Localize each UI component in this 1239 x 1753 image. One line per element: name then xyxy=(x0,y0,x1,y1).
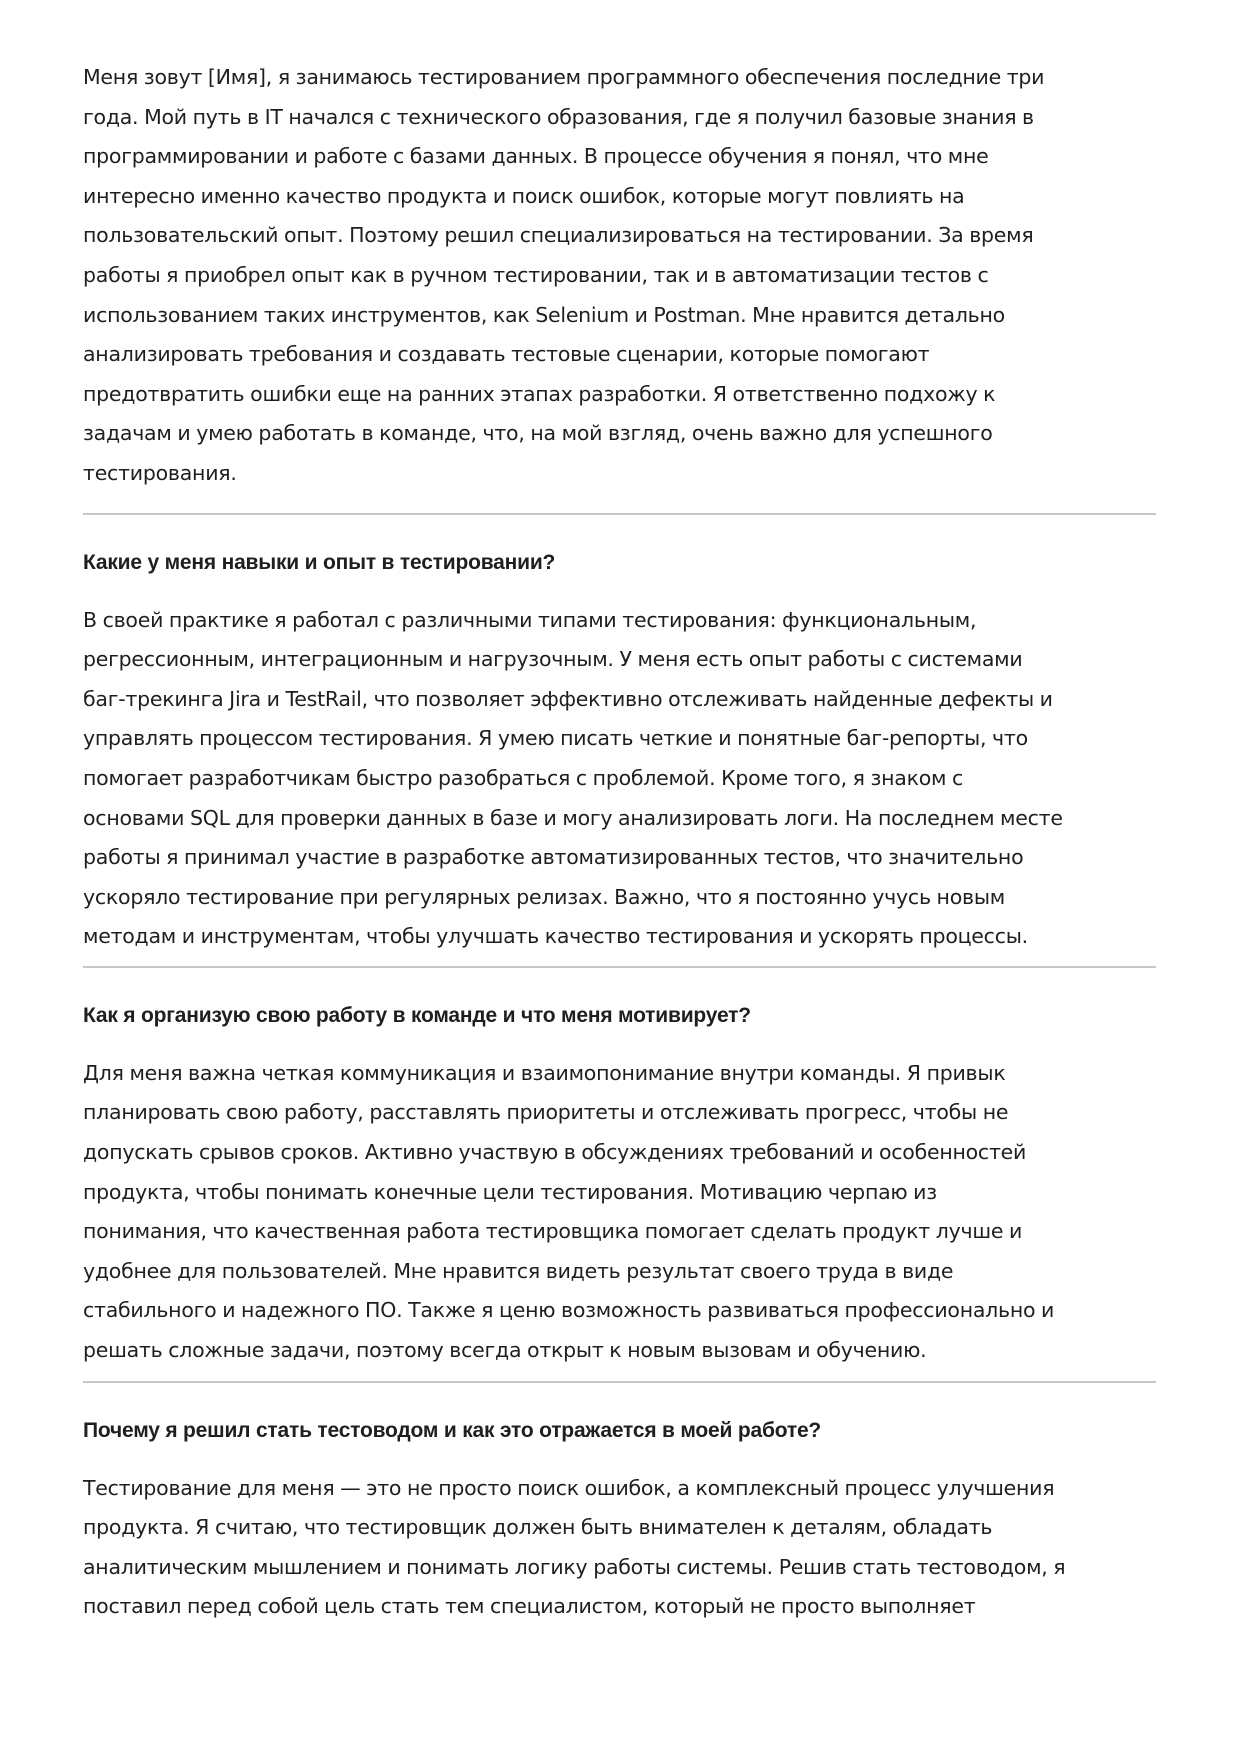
text-line: ускоряло тестирование при регулярных релизах. Важно, что я постоянно учусь новым xyxy=(83,884,1005,909)
text-line: задачам и умею работать в команде, что, на мой взгляд, очень важно для успешного xyxy=(83,421,993,446)
text-line: программировании и работе с базами данных. В процессе обучения я понял, что мне xyxy=(83,144,989,169)
section-paragraph-skills xyxy=(83,601,1163,957)
section-divider xyxy=(83,966,1156,968)
section-heading-teamwork: Как я организую свою работу в команде и что меня мотивирует? xyxy=(83,1003,751,1027)
text-line: стабильного и надежного ПО. Также я ценю возможность развиваться профессионально и xyxy=(83,1298,1055,1323)
text-line: методам и инструментам, чтобы улучшать качество тестирования и ускорять процессы. xyxy=(83,924,1028,949)
text-line: продукта, чтобы понимать конечные цели тестирования. Мотивацию черпаю из xyxy=(83,1179,937,1204)
text-line: пользовательский опыт. Поэтому решил специализироваться на тестировании. За время xyxy=(83,223,1034,248)
section-heading-skills: Какие у меня навыки и опыт в тестировании? xyxy=(83,550,556,574)
text-line: аналитическим мышлением и понимать логику работы системы. Решив стать тестоводом, я xyxy=(83,1554,1066,1579)
intro-paragraph xyxy=(83,58,1163,494)
text-line: управлять процессом тестирования. Я умею писать четкие и понятные баг-репорты, что xyxy=(83,726,1028,751)
text-line: В своей практике я работал с различными типами тестирования: функциональным, xyxy=(83,607,977,632)
section-paragraph-motivation xyxy=(83,1469,1163,1627)
text-line: поставил перед собой цель стать тем специалистом, который не просто выполняет xyxy=(83,1594,976,1619)
text-line: планировать свою работу, расставлять приоритеты и отслеживать прогресс, чтобы не xyxy=(83,1100,1009,1125)
text-line: работы я приобрел опыт как в ручном тестировании, так и в автоматизации тестов с xyxy=(83,262,989,287)
text-line: использованием таких инструментов, как Selenium и Postman. Мне нравится детально xyxy=(83,302,1005,327)
text-line: допускать срывов сроков. Активно участвую в обсуждениях требований и особенностей xyxy=(83,1140,1027,1165)
text-line: решать сложные задачи, поэтому всегда открыт к новым вызовам и обучению. xyxy=(83,1338,927,1363)
text-line: Для меня важна четкая коммуникация и взаимопонимание внутри команды. Я привык xyxy=(83,1060,1006,1085)
text-line: анализировать требования и создавать тестовые сценарии, которые помогают xyxy=(83,342,930,367)
text-line: удобнее для пользователей. Мне нравится видеть результат своего труда в виде xyxy=(83,1258,954,1283)
text-line: понимания, что качественная работа тестировщика помогает сделать продукт лучше и xyxy=(83,1219,1023,1244)
text-line: помогает разработчикам быстро разобраться с проблемой. Кроме того, я знаком с xyxy=(83,765,964,790)
text-line: баг-трекинга Jira и TestRail, что позволяет эффективно отслеживать найденные дефекты и xyxy=(83,686,1053,711)
text-line: регрессионным, интеграционным и нагрузочным. У меня есть опыт работы с системами xyxy=(83,647,1023,672)
text-line: Меня зовут [Имя], я занимаюсь тестированием программного обеспечения последние три xyxy=(83,65,1045,89)
section-divider xyxy=(83,1381,1156,1383)
text-line: Тестирование для меня — это не просто поиск ошибок, а комплексный процесс улучшения xyxy=(83,1475,1055,1500)
section-heading-motivation: Почему я решил стать тестоводом и как это отражается в моей работе? xyxy=(83,1418,822,1442)
section-paragraph-teamwork xyxy=(83,1054,1163,1371)
text-line: основами SQL для проверки данных в базе и могу анализировать логи. На последнем месте xyxy=(83,805,1063,830)
text-line: тестирования. xyxy=(83,460,237,485)
text-line: предотвратить ошибки еще на ранних этапах разработки. Я ответственно подхожу к xyxy=(83,381,996,406)
text-line: работы я принимал участие в разработке автоматизированных тестов, что значительно xyxy=(83,845,1024,870)
section-divider xyxy=(83,513,1156,515)
text-line: продукта. Я считаю, что тестировщик должен быть внимателен к деталям, обладать xyxy=(83,1515,993,1540)
text-line: интересно именно качество продукта и поиск ошибок, которые могут повлиять на xyxy=(83,183,965,208)
text-line: года. Мой путь в IT начался с технического образования, где я получил базовые знания в xyxy=(83,104,1034,129)
